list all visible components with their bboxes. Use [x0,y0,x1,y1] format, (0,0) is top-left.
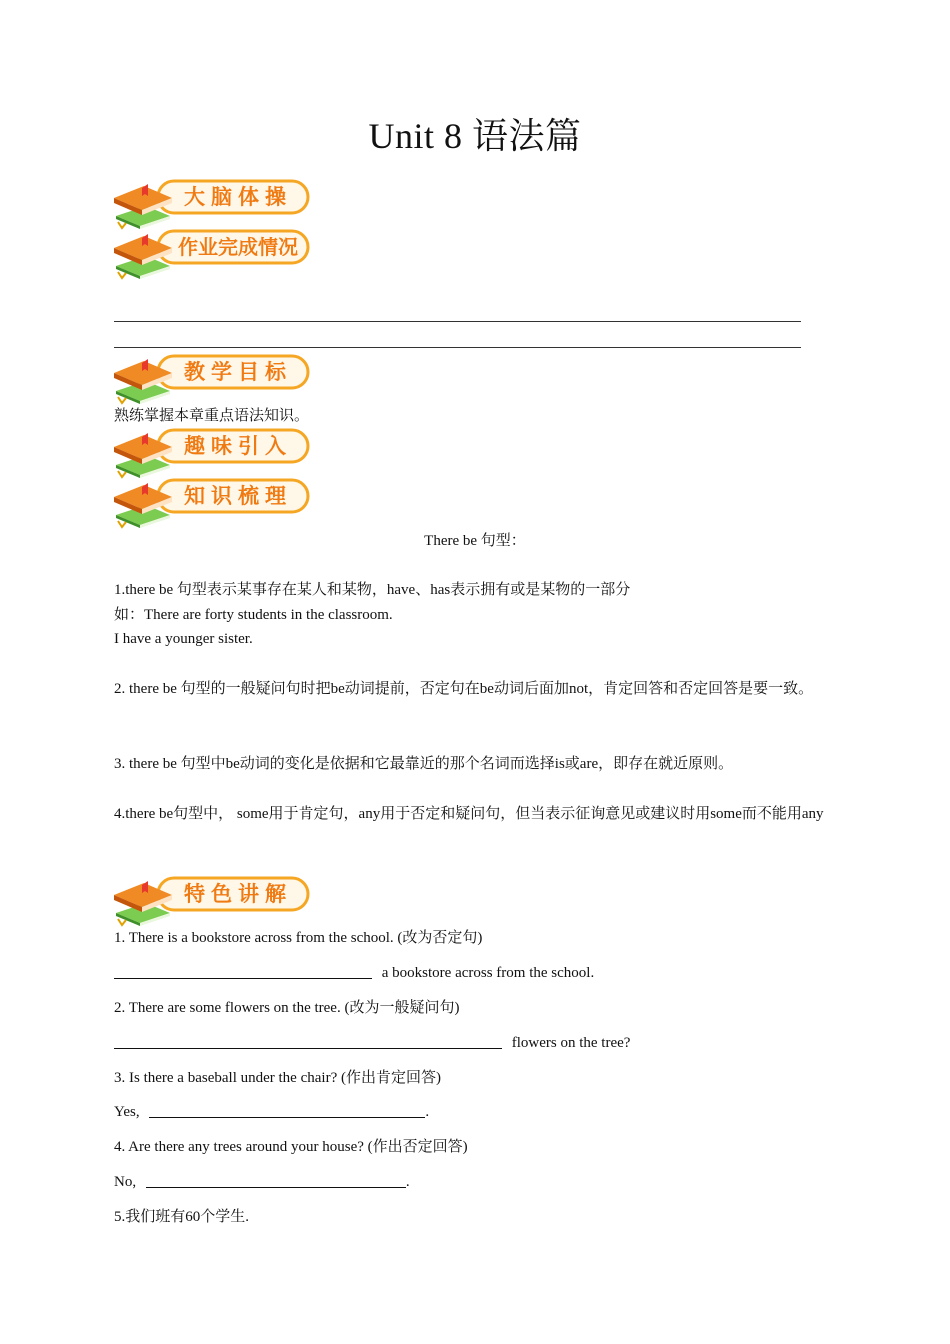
exercise-4-answer [114,1170,410,1194]
answer-blank[interactable] [149,1101,425,1118]
badge-feature-explanation [112,875,312,925]
rule-1-example-2: I have a younger sister. [114,631,253,647]
badge-homework-status [112,228,312,278]
answer-blank[interactable] [114,962,372,979]
exercise-5-question: 5.我们班有60个学生. [114,1209,250,1225]
exercise-2-answer [114,1031,630,1055]
answer-blank[interactable] [146,1171,406,1188]
badge-brain-exercise [112,178,312,228]
answer-period: . [425,1104,430,1120]
answer-prefix: No, [114,1174,137,1190]
answer-suffix: flowers on the tree? [511,1035,631,1051]
rule-3: 3. there be 句型中be动词的变化是依据和它最靠近的那个名词而选择is或are，即存在就近原则。 [114,756,734,772]
answer-blank[interactable] [114,1032,502,1049]
exercise-1-question: 1. There is a bookstore across from the school. (改为否定句) [114,930,483,946]
answer-period: . [405,1174,410,1190]
exercise-3-answer [114,1100,429,1124]
badge-knowledge-review [112,477,312,527]
answer-prefix: Yes, [114,1104,140,1120]
badge-label: 大脑体操 [184,185,292,209]
page-title: Unit 8 语法篇 [368,116,582,156]
rule-1: 1.there be 句型表示某事存在某人和某物，have、has表示拥有或是某物的一部分 [114,582,631,598]
exercise-1-answer [114,961,594,985]
goal-text: 熟练掌握本章重点语法知识。 [114,408,310,424]
exercise-3-question: 3. Is there a baseball under the chair? (作出肯定回答) [114,1070,441,1086]
exercise-4-question: 4. Are there any trees around your house? (作出否定回答) [114,1139,468,1155]
there-be-heading: There be 句型： [424,533,526,549]
rule-1-example-1: 如：There are forty students in the classroom. [114,607,393,623]
badge-label: 知识梳理 [184,484,292,508]
rule-4: 4.there be句型中， some用于肯定句，any用于否定和疑问句，但当表示征询意见或建议时用some而不能用any [114,806,824,822]
answer-suffix: a bookstore across from the school. [381,965,595,981]
badge-label: 教学目标 [184,360,292,384]
answer-line[interactable] [114,321,801,322]
answer-line[interactable] [114,347,801,348]
badge-teaching-goal [112,353,312,403]
exercise-2-question: 2. There are some flowers on the tree. (改为一般疑问句) [114,1000,460,1016]
badge-fun-intro [112,427,312,477]
badge-label: 趣味引入 [184,434,292,458]
rule-2: 2. there be 句型的一般疑问句时把be动词提前，否定句在be动词后面加not，肯定回答和否定回答是要一致。 [114,681,814,697]
badge-label: 特色讲解 [184,882,292,906]
badge-label: 作业完成情况 [178,235,298,259]
